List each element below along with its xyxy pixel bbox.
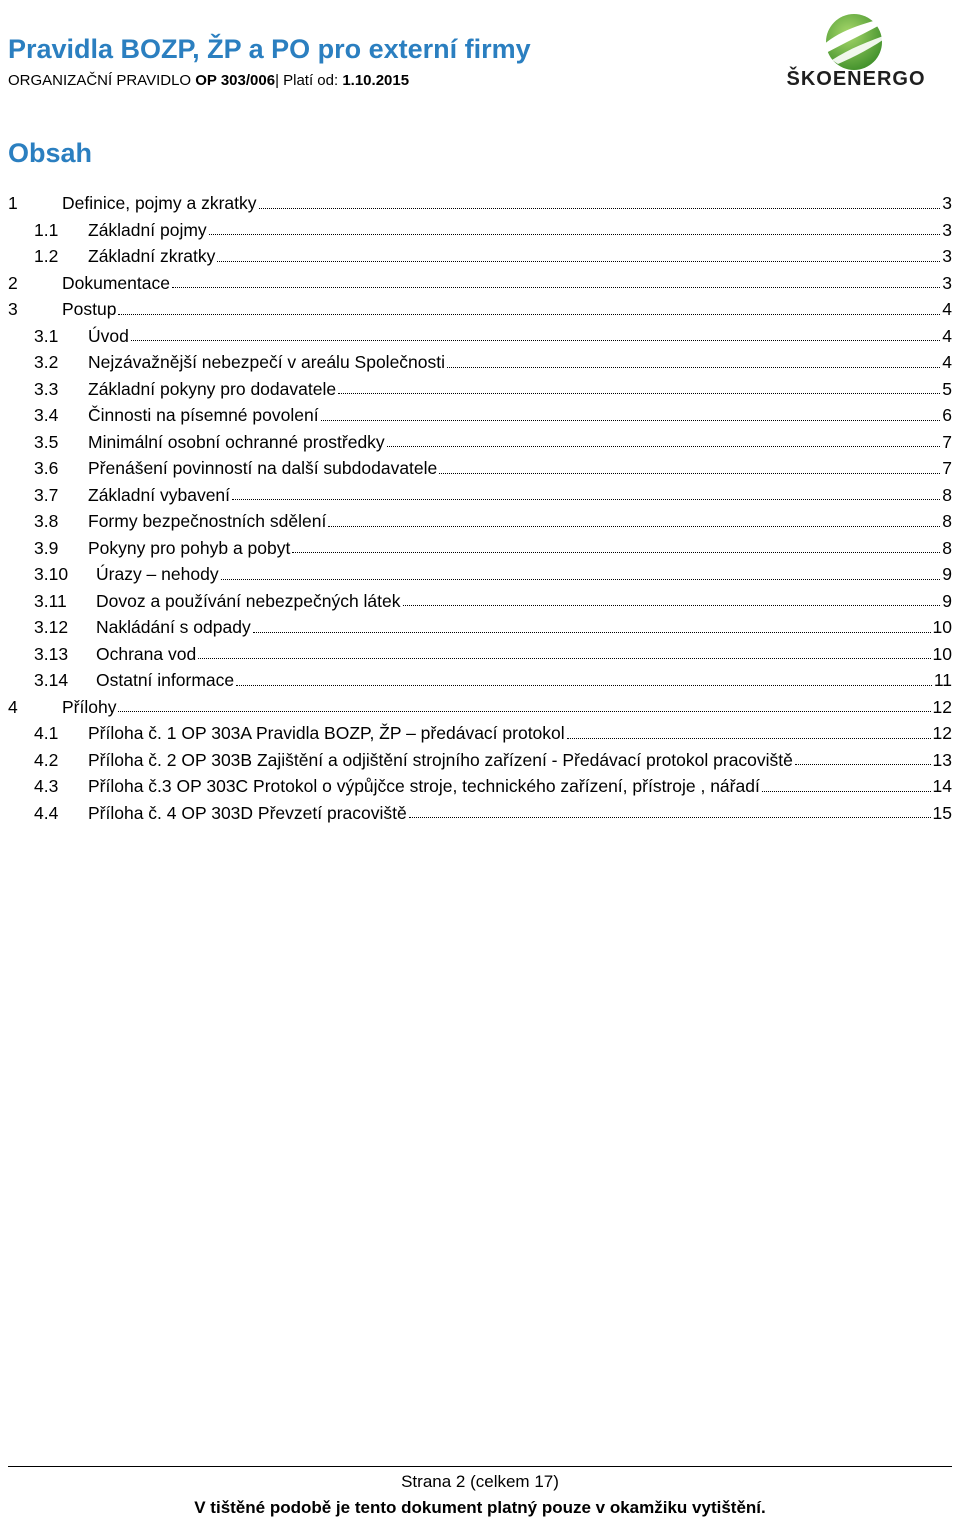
logo-text: ŠKOENERGO: [786, 68, 926, 90]
toc-entry[interactable]: [8, 535, 952, 562]
toc-entry-number: 4.1: [34, 723, 59, 743]
toc-entry-number: 2: [8, 272, 18, 293]
toc-leader-dots: [172, 287, 940, 288]
toc-entry-number: 4.4: [34, 802, 59, 823]
document-title: Pravidla BOZP, ŽP a PO pro externí firmy: [8, 34, 531, 64]
footer-page-number: Strana 2 (celkem 17): [401, 1472, 559, 1491]
toc-entry[interactable]: [8, 747, 952, 774]
toc-leader-dots: [232, 499, 940, 500]
toc-leader-dots: [403, 605, 941, 606]
toc-entry-page: 12: [932, 696, 952, 717]
toc-entry-title: Úvod: [88, 325, 129, 346]
toc-entry[interactable]: [8, 217, 952, 244]
toc-entry-page: 8: [942, 484, 952, 505]
toc-entry[interactable]: [8, 402, 952, 429]
toc-entry[interactable]: [8, 429, 952, 456]
toc-leader-dots: [321, 420, 941, 421]
toc-entry-title: Základní vybavení: [88, 484, 231, 505]
toc-entry-page: 4: [942, 299, 952, 319]
toc-entry-number: 3.8: [34, 511, 59, 531]
toc-entry[interactable]: [8, 720, 952, 747]
toc-entry[interactable]: [8, 243, 952, 270]
toc-leader-dots: [328, 526, 940, 527]
toc-entry-title: Příloha č. 1 OP 303A Pravidla BOZP, ŽP – předávací protokol: [88, 723, 565, 743]
toc-entry[interactable]: [8, 667, 952, 694]
document-meta: [8, 72, 409, 89]
toc-entry-number: 1: [8, 193, 18, 213]
toc-entry-page: 4: [942, 352, 952, 372]
toc-entry[interactable]: [8, 773, 952, 800]
toc-entry-title: Definice, pojmy a zkratky: [62, 193, 257, 213]
toc-entry-title: Dokumentace: [62, 272, 170, 293]
toc-leader-dots: [762, 791, 931, 792]
toc-entry-page: 3: [942, 193, 952, 213]
toc-entry[interactable]: [8, 349, 952, 376]
toc-entry-page: 3: [942, 246, 952, 266]
footer-validity-note: V tištěné podobě je tento dokument platný pouze v okamžiku vytištění.: [194, 1498, 766, 1517]
toc-entry-page: 7: [942, 431, 952, 452]
logo-globe-icon: [810, 8, 902, 72]
toc-heading: Obsah: [8, 138, 93, 168]
toc-leader-dots: [292, 552, 940, 553]
toc-entry-number: 3.12: [34, 617, 69, 637]
toc-entry-title: Postup: [62, 299, 117, 319]
toc-entry-title: Pokyny pro pohyb a pobyt: [88, 537, 291, 558]
toc-entry-number: 3.13: [34, 643, 69, 664]
toc-entry-page: 3: [942, 219, 952, 240]
toc-entry-number: 3.14: [34, 670, 69, 690]
toc-entry-number: 3.10: [34, 564, 69, 584]
toc-entry-number: 4.2: [34, 749, 59, 770]
toc-leader-dots: [118, 711, 930, 712]
toc-entry-title: Ostatní informace: [96, 670, 235, 690]
toc-entry[interactable]: [8, 323, 952, 350]
toc-leader-dots: [567, 738, 931, 739]
meta-code: OP 303/006: [195, 72, 276, 89]
toc-entry-page: 4: [942, 325, 952, 346]
toc-entry-page: 9: [942, 590, 952, 611]
toc-entry-number: 3: [8, 299, 18, 319]
toc-entry[interactable]: [8, 614, 952, 641]
toc-leader-dots: [338, 393, 940, 394]
toc-leader-dots: [221, 579, 941, 580]
toc-entry[interactable]: [8, 588, 952, 615]
toc-entry-title: Dovoz a používání nebezpečných látek: [96, 590, 401, 611]
toc-entry[interactable]: [8, 482, 952, 509]
toc-entry-number: 3.2: [34, 352, 59, 372]
toc-entry-title: Základní zkratky: [88, 246, 216, 266]
toc-entry[interactable]: [8, 190, 952, 217]
toc-entry-title: Úrazy – nehody: [96, 564, 219, 584]
toc-entry-title: Minimální osobní ochranné prostředky: [88, 431, 385, 452]
toc-entry[interactable]: [8, 270, 952, 297]
toc-entry-title: Přenášení povinností na další subdodavatele: [88, 458, 438, 478]
toc-entry-number: 3.6: [34, 458, 59, 478]
toc-leader-dots: [259, 208, 941, 209]
toc-entry-title: Nejzávažnější nebezpečí v areálu Společnosti: [88, 352, 446, 372]
toc-leader-dots: [118, 314, 940, 315]
toc-entry-title: Základní pokyny pro dodavatele: [88, 378, 337, 399]
toc-entry[interactable]: [8, 296, 952, 323]
toc-entry-number: 3.1: [34, 325, 59, 346]
meta-prefix: ORGANIZAČNÍ PRAVIDLO: [8, 72, 196, 89]
footer-divider: [8, 1466, 952, 1467]
toc-leader-dots: [198, 658, 930, 659]
document-header: [8, 30, 952, 110]
toc-leader-dots: [217, 261, 940, 262]
toc-leader-dots: [447, 367, 940, 368]
toc-entry-title: Základní pojmy: [88, 219, 207, 240]
toc-entry[interactable]: [8, 376, 952, 403]
meta-separator: | Platí od:: [275, 72, 343, 89]
toc-leader-dots: [131, 340, 940, 341]
toc-entry-title: Činnosti na písemné povolení: [88, 405, 319, 425]
toc-entry-number: 3.4: [34, 405, 59, 425]
toc-entry-number: 4.3: [34, 776, 59, 796]
toc-entry[interactable]: [8, 694, 952, 721]
toc-entry-page: 8: [942, 511, 952, 531]
toc-leader-dots: [253, 632, 931, 633]
toc-leader-dots: [387, 446, 941, 447]
toc-entry[interactable]: [8, 561, 952, 588]
table-of-contents: [8, 190, 952, 826]
toc-leader-dots: [236, 685, 932, 686]
toc-leader-dots: [209, 234, 941, 235]
toc-entry-page: 13: [932, 749, 952, 770]
toc-entry[interactable]: [8, 455, 952, 482]
toc-entry-number: 1.1: [34, 219, 59, 240]
toc-entry-title: Příloha č. 2 OP 303B Zajištění a odjištění strojního zařízení - Předávací protokol pracoviště: [88, 749, 793, 770]
toc-entry-title: Příloha č. 4 OP 303D Převzetí pracoviště: [88, 802, 407, 823]
toc-entry-page: 14: [932, 776, 952, 796]
meta-date: 1.10.2015: [342, 72, 410, 89]
toc-entry[interactable]: [8, 641, 952, 668]
toc-entry-title: Formy bezpečnostních sdělení: [88, 511, 327, 531]
toc-entry-number: 3.5: [34, 431, 59, 452]
toc-entry-page: 9: [942, 564, 952, 584]
toc-entry-page: 5: [942, 378, 952, 399]
toc-entry-number: 3.9: [34, 537, 59, 558]
toc-entry-page: 15: [932, 802, 952, 823]
toc-entry-number: 3.7: [34, 484, 59, 505]
toc-entry-page: 6: [942, 405, 952, 425]
toc-entry-title: Ochrana vod: [96, 643, 197, 664]
toc-entry[interactable]: [8, 800, 952, 827]
toc-entry-page: 10: [932, 643, 952, 664]
toc-entry-page: 11: [933, 670, 952, 690]
toc-entry-number: 3.3: [34, 378, 59, 399]
toc-entry-title: Přílohy: [62, 696, 117, 717]
toc-leader-dots: [409, 817, 931, 818]
toc-entry-page: 7: [942, 458, 952, 478]
toc-entry-number: 1.2: [34, 246, 59, 266]
toc-entry-title: Nakládání s odpady: [96, 617, 251, 637]
toc-entry-title: Příloha č.3 OP 303C Protokol o výpůjčce stroje, technického zařízení, přístroje , nářadí: [88, 776, 760, 796]
toc-entry-page: 10: [932, 617, 952, 637]
toc-entry-number: 3.11: [34, 590, 67, 611]
toc-leader-dots: [795, 764, 931, 765]
toc-entry-page: 3: [942, 272, 952, 293]
toc-entry-page: 12: [932, 723, 952, 743]
toc-entry-number: 4: [8, 696, 18, 717]
toc-entry-page: 8: [942, 537, 952, 558]
toc-leader-dots: [439, 473, 940, 474]
toc-entry[interactable]: [8, 508, 952, 535]
company-logo: [776, 8, 936, 98]
